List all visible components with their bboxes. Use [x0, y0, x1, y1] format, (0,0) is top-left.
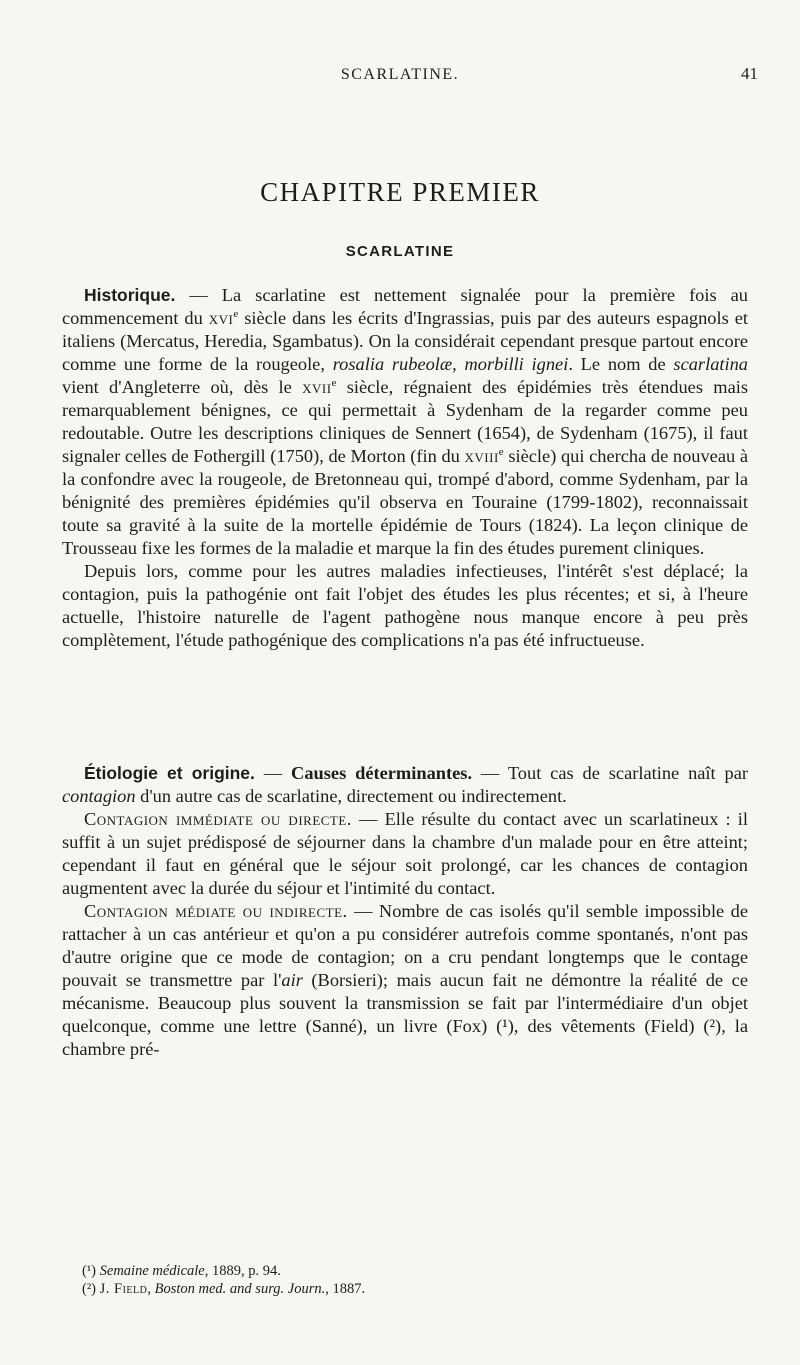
footnote-author: J. Field [99, 1281, 148, 1297]
century-roman: xvi [208, 308, 234, 328]
running-title: SCARLATINE. [340, 66, 460, 83]
footnote-source: Semaine médicale [99, 1263, 205, 1279]
etiologie-heading: Étiologie et origine. [84, 763, 255, 783]
contagion-indirecte-paragraph: Contagion médiate ou indirecte. — Nombre de cas isolés qu'il semble impossible de rattacher à un cas antérieur et qu'on a pu considérer autrefois comme spontanés, n'ont pas d'autre origine que ce mode de contagion; on a cru pendant longtemps que le contage pouvait se transmettre par l'air (Borsieri); mais aucun fait ne démontre la réalité de ce mécanisme. Beaucoup plus souvent la transmission se fait par l'intermédiaire d'un objet quelconque, comme une lettre (Sanné), un livre (Fox) (¹), des vêtements (Field) (²), la chambre pré- [62, 901, 749, 1059]
contagion-directe-paragraph: Contagion immédiate ou directe. — Elle résulte du contact avec un scarlatineux : il suffit à un sujet prédisposé de séjourner dans la chambre d'un malade pour en être atteint; cependant il faut en général que le séjour soit prolongé, car les chances de contagion augmentent avec la durée du séjour et l'intimité du contact. [62, 809, 749, 898]
century-roman: xvii [302, 377, 332, 397]
etiologie-subheading: Causes déterminantes. [291, 763, 473, 783]
footnotes [82, 1262, 732, 1298]
historique-paragraph-1: Historique. — La scarlatine est nettement signalée pour la première fois au commencement du xvi$^e$ siècle dans les écrits d'Ingrassias, puis par des auteurs espagnols et italiens (Mercatus, Heredia, Sgambatus). On la considérait cependant presque partout encore comme une forme de la rougeole, rosalia rubeolæ, morbilli ignei. Le nom de scarlatina vient d'Angleterre où, dès le xvii$^e$ siècle, régnaient des épidémies très étendues mais remarquablement bénignes, ce qui permettait à Sydenham de la regarder comme peu redoutable. Outre les descriptions cliniques de Sennert (1654), de Sydenham (1675), il faut signaler celles de Fothergill (1750), de Morton (fin du xviii$^e$ siècle) qui chercha de nouveau à la confondre avec la rougeole, de Bretonneau qui, trompé d'abord, comme Sydenham, par la bénignité des premières épidémies qu'il observa en Touraine (1799-1802), reconnaissait toute sa gravité à la suite de la mortelle épidémie de Tours (1824). La leçon clinique de Trousseau fixe les formes de la maladie et marque la fin des études purement cliniques. [62, 285, 749, 558]
footnote-source: Boston med. and surg. Journ. [154, 1281, 326, 1297]
latin-term: scarlatina [673, 354, 748, 374]
etiologie-paragraph-1: Étiologie et origine. — Causes déterminantes. — Tout cas de scarlatine naît par contagion d'un autre cas de scarlatine, directement ou indirectement. [62, 763, 748, 806]
historique-section [62, 284, 748, 652]
century-roman: xviii [464, 446, 499, 466]
emphasis-contagion: contagion [62, 786, 136, 806]
footnote-ref-1: (¹) [496, 1016, 514, 1036]
etiologie-section [62, 762, 748, 1061]
page-number: 41 [741, 64, 758, 83]
emphasis-air: air [281, 970, 303, 990]
section-title: SCARLATINE [345, 243, 455, 260]
chapter-title: CHAPITRE PREMIER [260, 177, 540, 207]
contagion-directe-label: Contagion immédiate ou directe. [84, 809, 352, 829]
historique-paragraph-2: Depuis lors, comme pour les autres maladies infectieuses, l'intérêt s'est déplacé; la contagion, puis la pathogénie ont fait l'objet des études les plus récentes; et si, à l'heure actuelle, l'histoire naturelle de l'agent pathogène nous manque encore à peu près complètement, l'étude pathogénique des complications n'a pas été infructueuse. [62, 561, 748, 650]
footnote-ref-2: (²) [703, 1016, 722, 1036]
footnote-2: (²) J. Field, Boston med. and surg. Journ., 1887. [82, 1281, 366, 1297]
historique-heading: Historique. [84, 285, 176, 305]
latin-term: rosalia rubeolæ, morbilli ignei [332, 354, 569, 374]
footnote-1: (¹) Semaine médicale, 1889, p. 94. [82, 1263, 281, 1279]
contagion-indirecte-label: Contagion médiate ou indirecte. [84, 901, 348, 921]
